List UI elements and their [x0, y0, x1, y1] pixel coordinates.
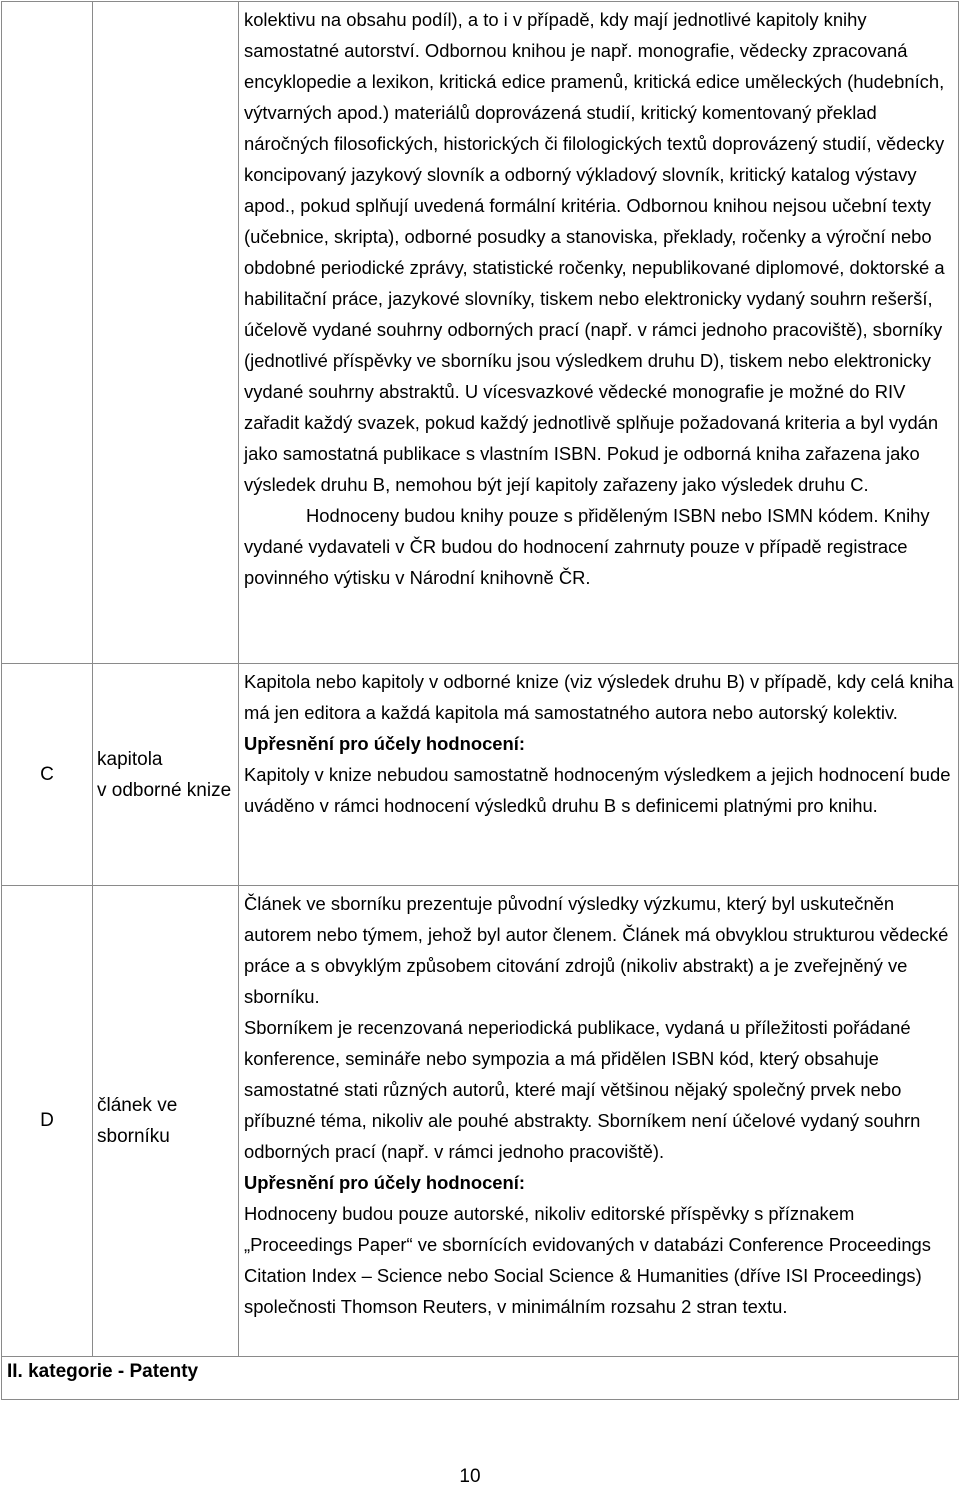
row-b-continued [2, 2, 959, 664]
article-evaluation-text: Hodnoceny budou pouze autorské, nikoliv editorské příspěvky s příznakem „Proceedings Paper“ ve sbornících evidovaných v databázi Conference Proceedings Citation Index – Science nebo Social Science & Humanities (dříve ISI Proceedings) společnosti Thomson Reuters, v minimálním rozsahu 2 stran textu. [244, 1203, 931, 1317]
proceedings-definition-text: Sborníkem je recenzovaná neperiodická publikace, vydaná u příležitosti pořádané konference, semináře nebo sympozia a má přidělen ISBN kód, který obsahuje samostatné stati různých autorů, které mají většinou nějaký společný prvek nebo příbuzné téma, nikoliv ale pouhé abstrakty. Sborníkem není účelové vydaný souhrn odborných prací (např. v rámci jednoho pracoviště). [244, 1017, 921, 1162]
results-table [1, 1, 959, 1400]
label-cell-c [93, 664, 239, 886]
description-cell-d [239, 886, 959, 1357]
book-definition-text: kolektivu na obsahu podíl), a to i v případě, kdy mají jednotlivé kapitoly knihy samostatné autorství. Odbornou knihou je např. monografie, vědecky zpracovaná encyklopedie a lexikon, kritická edice pramenů, kritická edice uměleckých (hudebních, výtvarných apod.) materiálů doprovázená studií, kritický komentovaný překlad náročných filosofických, historických či filologických textů doprovázený studií, vědecky koncipovaný jazykový slovník a odborný výkladový slovník, kritický katalog výstavy apod., pokud splňují uvedená formální kritéria. Odbornou knihou nejsou učební texty (učebnice, skripta), odborné posudky a stanoviska, překlady, ročenky a výroční nebo obdobné periodické zprávy, statistické ročenky, nepublikované diplomové, doktorské a habilitační práce, jazykové slovníky, tiskem nebo elektronicky vydaný souhrn rešerší, účelově vydané souhrny odborných prací (např. v rámci jednoho pracoviště), sborníky (jednotlivé příspěvky ve sborníku jsou výsledkem druhu D), tiskem nebo elektronicky vydané souhrny abstraktů. U vícesvazkové vědecké monografie je možné do RIV zařadit každý svazek, pokud každý jednotlivě splňuje požadovaná kriteria a byl vydán jako samostatná publikace s vlastním ISBN. Pokud je odborná kniha zařazena jako výsledek druhu B, nemohou být její kapitoly zařazeny jako výsledek druhu C. [244, 9, 945, 495]
isbn-requirement-text: Hodnoceny budou knihy pouze s přiděleným ISBN nebo ISMN kódem. Knihy vydané vydavateli v ČR budou do hodnocení zahrnuty pouze v případě registrace povinného výtisku v Národní knihovně ČR. [244, 505, 930, 588]
description-cell-c [239, 664, 959, 886]
chapter-definition-text: Kapitola nebo kapitoly v odborné knize (viz výsledek druhu B) v případě, kdy celá kniha má jen editora a každá kapitola má samostatného autora nebo autorský kolektiv. [244, 671, 954, 723]
code-c: C [2, 664, 93, 886]
row-d [2, 886, 959, 1357]
row-c [2, 664, 959, 886]
chapter-evaluation-text: Kapitoly v knize nebudou samostatně hodnoceným výsledkem a jejich hodnocení bude uváděno v rámci hodnocení výsledků druhu B s definicemi platnými pro knihu. [244, 764, 951, 816]
evaluation-heading-c: Upřesnění pro účely hodnocení: [244, 733, 526, 754]
page-number: 10 [459, 1466, 481, 1487]
article-definition-text: Článek ve sborníku prezentuje původní výsledky výzkumu, který byl uskutečněn autorem nebo týmem, jehož byl autor členem. Článek má obvyklou strukturou vědecké práce a s obvyklým způsobem citování zdrojů (nikoliv abstrakt) a je zveřejněný ve sborníku. [244, 893, 949, 1007]
code-d: D [2, 886, 93, 1357]
label-c-line2: v odborné knize [97, 779, 232, 801]
label-cell-d [93, 886, 239, 1357]
code-cell-empty [2, 2, 93, 664]
label-d-line1: článek ve [97, 1095, 178, 1116]
category-patents: II. kategorie - Patenty [2, 1357, 959, 1400]
description-cell-b [239, 2, 959, 664]
label-d-line2: sborníku [97, 1126, 170, 1147]
label-c-line1: kapitola [97, 748, 163, 770]
evaluation-heading-d: Upřesnění pro účely hodnocení: [244, 1172, 526, 1193]
label-cell-empty [93, 2, 239, 664]
category-row [2, 1357, 959, 1400]
